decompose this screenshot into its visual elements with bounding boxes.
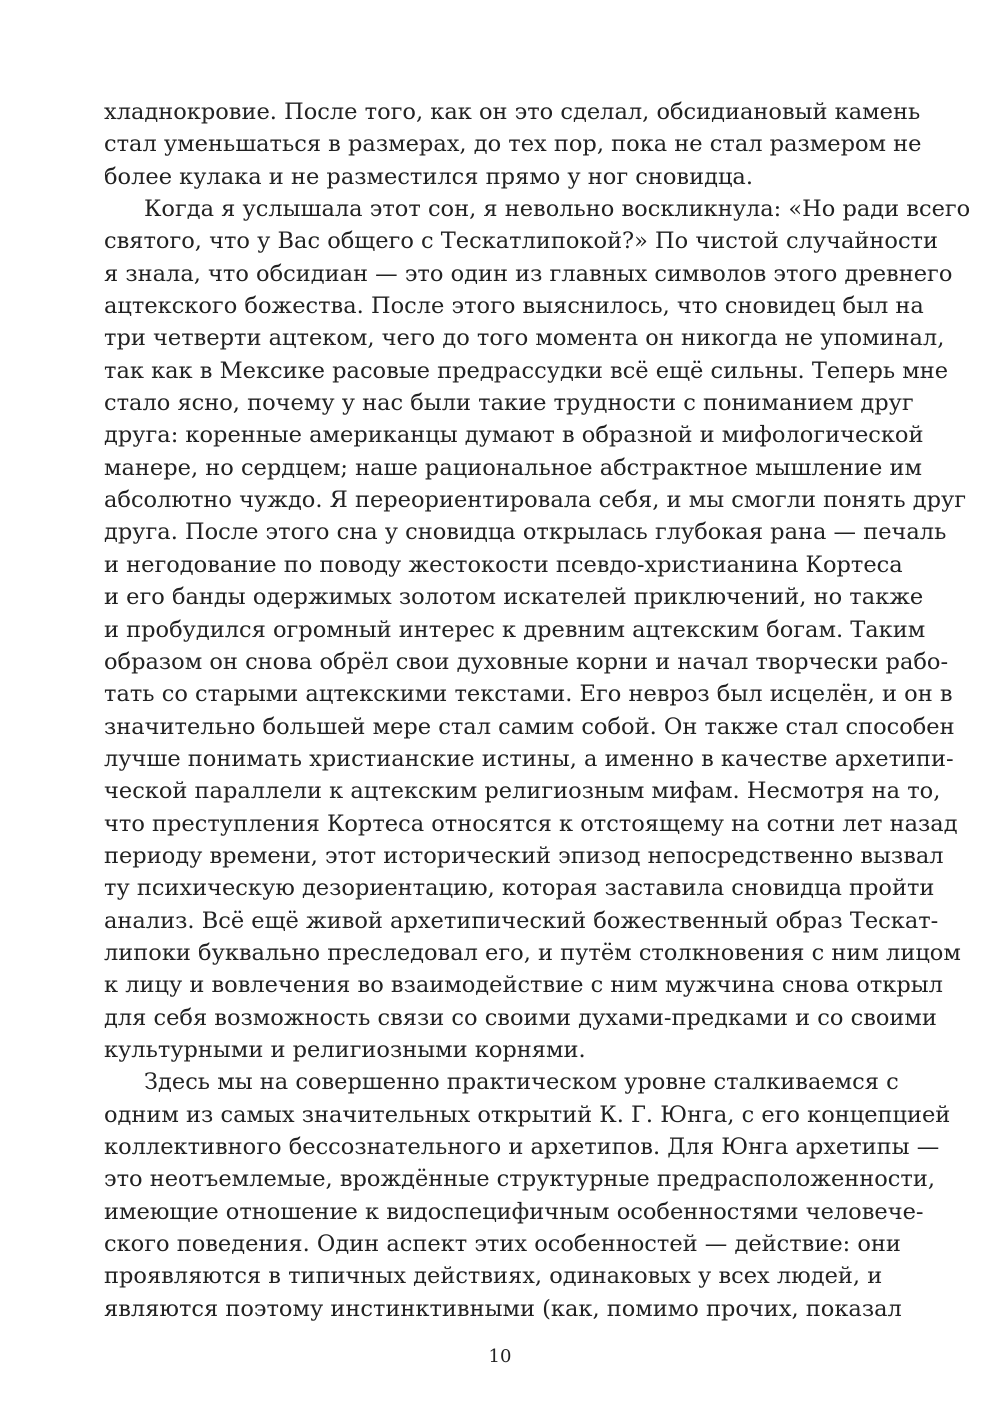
text-line: три четверти ацтеком, чего до того момента он никогда не упоминал,: [104, 325, 945, 352]
text-line: проявляются в типичных действиях, одинаковых у всех людей, и: [104, 1263, 883, 1290]
text-line: манере, но сердцем; наше рациональное абстрактное мышление им: [104, 454, 922, 481]
text-line: тать со старыми ацтекскими текстами. Его невроз был исцелён, и он в: [104, 681, 953, 708]
body-text: [104, 96, 971, 1325]
text-line: ческой параллели к ацтекским религиозным мифам. Несмотря на то,: [104, 778, 941, 805]
text-line: святого, что у Вас общего с Тескатлипокой?» По чистой случайности: [104, 228, 938, 255]
text-line: и его банды одержимых золотом искателей приключений, но также: [104, 584, 924, 611]
text-line: для себя возможность связи со своими духами-предками и со своими: [104, 1004, 937, 1031]
text-line: имеющие отношение к видоспецифичным особенностями человече-: [104, 1198, 924, 1225]
text-line: ацтекского божества. После этого выяснилось, что сновидец был на: [104, 293, 924, 320]
text-line: это неотъемлемые, врождённые структурные предрасположенности,: [104, 1166, 936, 1193]
text-line: ту психическую дезориентацию, которая заставила сновидца пройти: [104, 875, 935, 902]
text-line: я знала, что обсидиан — это один из главных символов этого древнего: [104, 260, 953, 287]
text-line: и негодование по поводу жестокости псевдо-христианина Кортеса: [104, 551, 903, 578]
text-line: стало ясно, почему у нас были такие трудности с пониманием друг: [104, 390, 914, 417]
text-line: более кулака и не разместился прямо у ног сновидца.: [104, 163, 753, 190]
text-line: друга. После этого сна у сновидца открылась глубокая рана — печаль: [104, 519, 947, 546]
text-line: что преступления Кортеса относятся к отстоящему на сотни лет назад: [104, 810, 958, 837]
text-line: анализ. Всё ещё живой архетипический божественный образ Тескат-: [104, 907, 939, 934]
text-line: так как в Мексике расовые предрассудки всё ещё сильны. Теперь мне: [104, 357, 949, 384]
text-line: и пробудился огромный интерес к древним ацтекским богам. Таким: [104, 616, 926, 643]
text-line: к лицу и вовлечения во взаимодействие с ним мужчина снова открыл: [104, 972, 943, 999]
text-line: хладнокровие. После того, как он это сделал, обсидиановый камень: [104, 99, 921, 125]
text-line: друга: коренные американцы думают в образной и мифологической: [104, 422, 924, 449]
text-line: Когда я услышала этот сон, я невольно воскликнула: «Но ради всего: [144, 196, 971, 223]
text-line: значительно большей мере стал самим собой. Он также стал способен: [104, 713, 955, 740]
text-line: Здесь мы на совершенно практическом уровне сталкиваемся с: [144, 1069, 899, 1096]
text-line: абсолютно чуждо. Я переориентировала себя, и мы смогли понять друг: [104, 487, 967, 514]
text-line: стал уменьшаться в размерах, до тех пор, пока не стал размером не: [104, 131, 922, 158]
text-line: коллективного бессознательного и архетипов. Для Юнга архетипы —: [104, 1134, 940, 1160]
page-number: 10: [488, 1346, 512, 1367]
text-line: липоки буквально преследовал его, и путём столкновения с ним лицом: [104, 939, 961, 966]
text-line: периоду времени, этот исторический эпизод непосредственно вызвал: [104, 842, 944, 869]
text-line: культурными и религиозными корнями.: [104, 1036, 586, 1063]
text-line: являются поэтому инстинктивными (как, помимо прочих, показал: [104, 1295, 902, 1322]
text-line: ского поведения. Один аспект этих особенностей — действие: они: [104, 1231, 901, 1258]
text-line: образом он снова обрёл свои духовные корни и начал творчески рабо-: [104, 648, 949, 675]
text-line: одним из самых значительных открытий К. Г. Юнга, с его концепцией: [104, 1101, 951, 1128]
text-line: лучше понимать христианские истины, а именно в качестве архетипи-: [104, 745, 954, 772]
